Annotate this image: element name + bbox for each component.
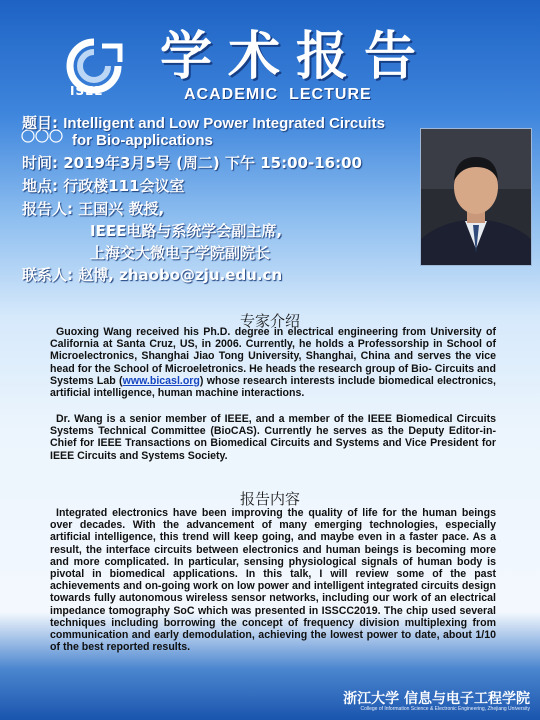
lab-website-link[interactable]: www.bicasl.org xyxy=(122,374,200,387)
university-subtitle: College of Information Science & Electronic Engineering, Zhejiang University xyxy=(360,706,530,712)
contact-line: 联系人: 赵博, zhaobo@zju.edu.cn xyxy=(22,266,283,284)
place-line: 地点: 行政楼111会议室 xyxy=(22,177,185,195)
bio-paragraph-1 xyxy=(50,326,496,399)
abstract-heading: 报告内容 xyxy=(239,490,300,508)
bio-text-1b: ) whose research interests include biomedical electronics, artificial intelligence, human machine interactions. xyxy=(50,374,496,400)
page-title: 学术报告 xyxy=(160,27,433,87)
speaker-line-3: 上海交大微电子学院副院长 xyxy=(90,244,271,262)
topic-line-1 xyxy=(22,112,385,133)
time-line: 时间: 2019年3月5号 (周二) 下午 15:00-16:00 xyxy=(22,154,362,172)
topic-text: Intelligent and Low Power Integrated Circuits xyxy=(63,115,385,132)
speaker-line-1: 报告人: 王国兴 教授, xyxy=(22,200,165,218)
abstract-paragraph: Integrated electronics have been improving the quality of life for the human beings over decades. With the advancement of many emerging technologies, especially artificial intelligence, this trend will keep going, and maybe even in a faster pace. As a result, the interface circuits between electronics and human beings is becoming more and more complicated. In particular, sensing physiological signals of human body is pivotal in biomedical applications. In this talk, I will review some of the past achievements and on-going work on low power and intelligent integrated circuits design towards fully autonomous wireless sensor networks, including our work of an electrical impedance tomography SoC which was presented in ISSCC2019. The chip used several techniques including borrowing the concept of frequency division multiplexing from communication and early demodulation, achieving the lowest power to date, about 1/10 of the best reported results. xyxy=(50,507,496,654)
topic-label: 题目: xyxy=(22,114,58,132)
speaker-portrait-image xyxy=(421,129,531,265)
bio-heading: 专家介绍 xyxy=(239,312,300,330)
page-subtitle: ACADEMIC LECTURE xyxy=(184,86,372,103)
logo-label: ISEE xyxy=(70,84,104,98)
speaker-photo xyxy=(420,128,532,266)
bio-paragraph-2: Dr. Wang is a senior member of IEEE, and a member of the IEEE Biomedical Circuits Systems Technical Committee (BioCAS). Currently he serves as the Deputy Editor-in-Chief for IEEE Transactions on Biomedical Circuits and Systems and Vice President for IEEE Circuits and Systems Society. xyxy=(50,413,496,462)
speaker-line-2: IEEE电路与系统学会副主席, xyxy=(90,222,283,240)
topic-line-2: for Bio-applications xyxy=(72,132,213,149)
bio-text-1a: Guoxing Wang received his Ph.D. degree in electrical engineering from University of California at Santa Cruz, US, in 2006. Currently, he holds a Professorship in School of Microelectronics, Shanghai Jiao Tong University, Shanghai, China and serves the vice head for the School of Microeletronics. He heads the research group of Bio- Circuits and Systems Lab ( xyxy=(50,326,496,387)
university-logo-text: 浙江大学 信息与电子工程学院 xyxy=(343,691,530,707)
